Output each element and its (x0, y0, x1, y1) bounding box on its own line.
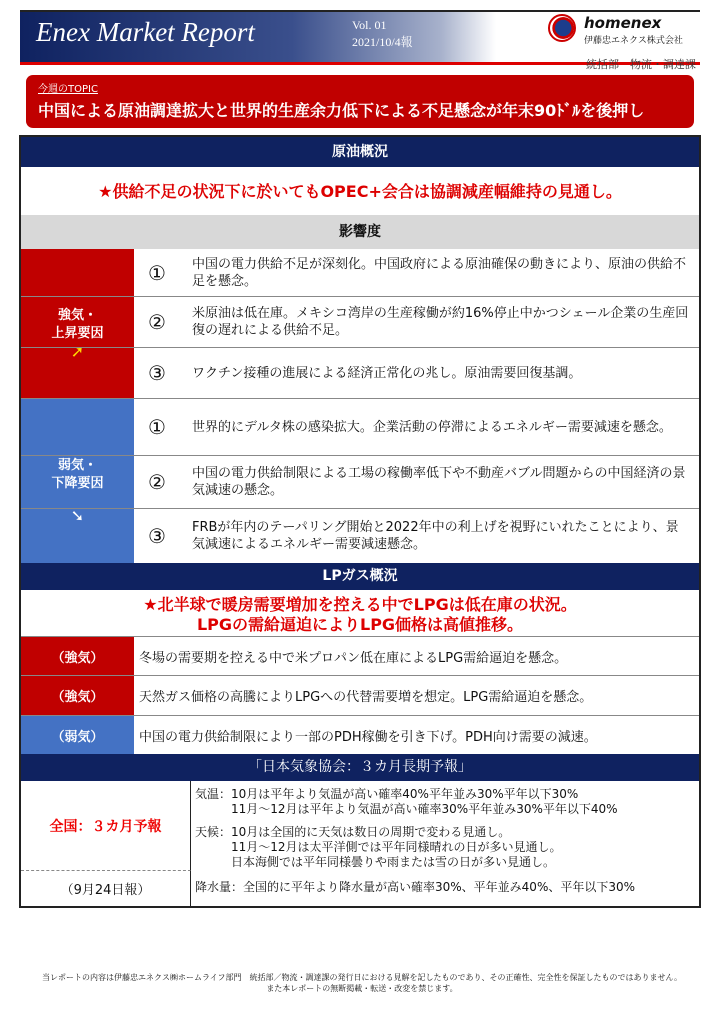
volume: Vol. 01 (352, 18, 387, 32)
lpg-row (21, 716, 699, 754)
lpg-row-text: 天然ガス価格の高騰によりLPGへの代替需要増を想定。LPG需給逼迫を懸念。 (139, 690, 593, 705)
bullish-item (21, 297, 699, 348)
bearish-label-1: 弱気・ (57, 458, 97, 473)
impact-header: 影響度 (21, 215, 699, 249)
item-text: 米原油は低在庫。メキシコ湾岸の生産稼働が約16%停止中かつシェール企業の生産回復の遅れによる供給不足。 (192, 306, 689, 338)
topic-box (26, 75, 694, 128)
bullish-label-2: 上昇要因 (51, 326, 104, 341)
crude-section-header: 原油概況 (21, 137, 699, 167)
bullish-item (21, 249, 699, 297)
arrow-up-right-icon: ➚ (70, 342, 85, 361)
lpg-headline (21, 595, 699, 635)
lpg-row-text: 冬場の需要期を控える中で米プロパン低在庫によるLPG需給逼迫を懸念。 (139, 650, 568, 666)
bullish-section (21, 249, 699, 399)
bearish-item (21, 506, 699, 563)
item-number: ② (148, 470, 166, 494)
weather-section-header: 「日本気象協会：３カ月長期予報」 (21, 754, 699, 781)
weather-temperature: 気温：10月は平年より気温が高い確率40%平年並み30%平年以下30% 11月～12月は平年より気温が高い確率30%平年並み30%平年以下40% (195, 787, 618, 816)
item-number: ② (148, 310, 166, 334)
weather-precipitation: 降水量：全国的に平年より降水量が高い確率30%、平年並み40%、平年以下30% (195, 880, 636, 894)
bearish-section (21, 399, 699, 563)
weather-sky: 天候：10月は全国的に天気は数日の周期で変わる見通し。 11月～12月は太平洋側では平年同様晴れの日が多い見通し。 日本海側では平年同様曇りや雨または雪の日が多い見通し。 (195, 825, 562, 869)
report-body (19, 135, 701, 908)
bearish-item (21, 456, 699, 509)
bullish-label-1: 強気・ (57, 308, 97, 323)
brand-name: homenex (584, 14, 662, 32)
item-text: FRBが年内のテーパリング開始と2022年中の利上げを視野にいれたことにより、景気減速によるエネルギー需要減速懸念。 (192, 520, 679, 552)
department: 統括部 物流・調達課 (586, 58, 696, 71)
volume-info (352, 17, 413, 51)
item-text: 中国の電力供給不足が深刻化。中国政府による原油確保の動きにより、原油の供給不足を懸念。 (192, 256, 687, 289)
lpg-section-header: LPガス概況 (21, 563, 699, 590)
lpg-row (21, 636, 699, 676)
crude-headline: ★供給不足の状況下に於いてもOPEC+会合は協調減産幅維持の見通し。 (98, 182, 622, 201)
lpg-row-label: （強気） (21, 676, 134, 715)
topic-label: 今週のTOPIC (38, 84, 98, 95)
report-title: Enex Market Report (36, 17, 255, 47)
lpg-row-text: 中国の電力供給制限により一部のPDH稼働を引き下げ。PDH向け需要の減速。 (139, 729, 597, 745)
item-number: ③ (148, 361, 166, 385)
disclaimer-line-2: また本レポートの無断掲載・転送・改変を禁じます。 (266, 984, 458, 993)
topic-headline: 中国による原油調達拡大と世界的生産余力低下による不足懸念が年末90ﾄﾞﾙを後押し (38, 101, 645, 120)
disclaimer-line-1: 当レポートの内容は伊藤忠エネクス㈱ホームライフ部門 統括部／物流・調達課の発行日における見解を記したものであり、その正確性、完全性を保証したものではありません。 (42, 973, 682, 982)
lpg-headline-1: ★北半球で暖房需要増加を控える中でLPGは低在庫の状況。 (143, 595, 577, 614)
disclaimer (0, 972, 724, 994)
lpg-row-label: （強気） (21, 637, 134, 675)
weather-region: 全国：３カ月予報 (21, 781, 191, 871)
bullish-item (21, 348, 699, 399)
item-text: 中国の電力供給制限による工場の稼働率低下や不動産バブル問題からの中国経済の景気減速の懸念。 (192, 466, 686, 498)
lpg-row-label: （弱気） (21, 716, 134, 754)
arrow-down-right-icon: ➘ (70, 506, 85, 525)
bearish-item (21, 399, 699, 456)
weather-issued-date: （9月24日報） (21, 871, 191, 906)
lpg-headline-2: LPGの需給逼迫によりLPG価格は高値推移。 (196, 615, 524, 634)
bearish-label-2: 下降要因 (51, 476, 104, 491)
item-text: ワクチン接種の進展による経済正常化の兆し。原油需要回復基調。 (192, 365, 582, 381)
item-number: ③ (148, 524, 166, 548)
report-date: 2021/10/4報 (352, 35, 413, 49)
item-text: 世界的にデルタ株の感染拡大。企業活動の停滞によるエネルギー需要減速を懸念。 (192, 419, 672, 435)
item-number: ① (148, 415, 166, 439)
lpg-row (21, 676, 699, 716)
company-name: 伊藤忠エネクス株式会社 (584, 36, 683, 46)
item-number: ① (148, 260, 166, 285)
company-logo-icon (548, 14, 576, 42)
